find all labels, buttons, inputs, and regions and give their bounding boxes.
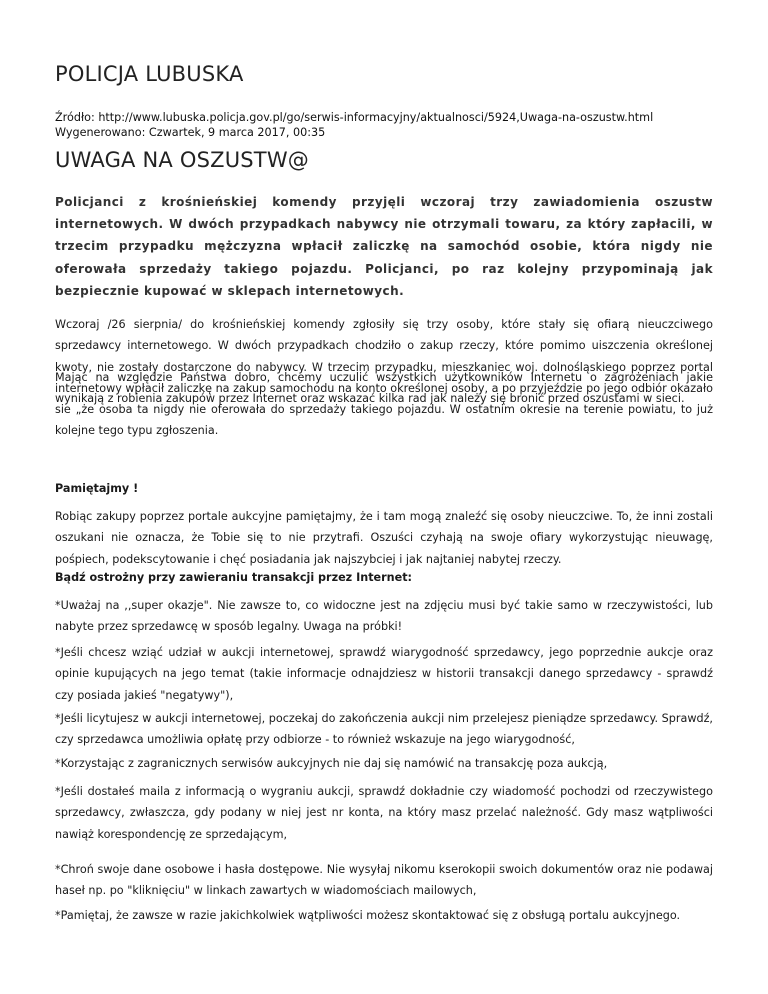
tip-wait-for-auction-end: *Jeśli licytujesz w aukcji internetowej, poczekaj do zakończenia aukcji nim przelejesz pieniądze sprzedawcy. Sprawdź, czy sprzedawca umożliwia opłatę przy odbiorze - to również wskazuje na jego wiarygodność,	[55, 712, 713, 747]
paragraph-incident: Wczoraj /26 sierpnia/ do krośnieńskiej komendy zgłosiły się trzy osoby, które stały się ofiarą nieuczciwego sprzedawcy internetowego. W dwóch przypadkach chodziło o zakup rzeczy, które pomimo uiszczenia określonej kwoty, nie zostały dostarczone do nabywcy. W trzecim przypadku, mieszkaniec woj. dolnośląskiego poprzez portal internetowy wpłacił zaliczkę na zakup samochodu na konto określonej osoby, a po przyjeździe po jego odbiór okazało sie „że osoba ta nigdy nie oferowała do sprzedaży takiego pojazdu. W ostatnim okresie na terenie powiatu, to już kolejne tego typu zgłoszenia.	[55, 318, 713, 438]
tip-check-seller: *Jeśli chcesz wziąć udział w aukcji internetowej, sprawdź wiarygodność sprzedawcy, jego poprzednie aukcje oraz opinie kupujących na jego temat (takie informacje odnajdziesz w historii transakcji danego sprzedawcy - sprawdź czy posiada jakieś "negatywy"),	[55, 646, 713, 702]
paragraph-warning-intro: Mając na względzie Państwa dobro, chcemy uczulić wszystkich użytkowników Internetu o zagrożeniach jakie wynikają z robienia zakupów przez Internet oraz wskazać kilka rad jak należy się bronić przed oszustami w sieci.	[55, 371, 713, 406]
article-lead: Policjanci z krośnieńskiej komendy przyjęli wczoraj trzy zawiadomienia oszustw internetowych. W dwóch przypadkach nabywcy nie otrzymali towaru, za który zapłacili, w trzecim przypadku mężczyzna wpłacił zaliczkę na samochód osobie, która nigdy nie oferowała sprzedaży takiego pojazdu. Policjanci, po raz kolejny przypominają jak bezpiecznie kupować w sklepach internetowych.	[55, 195, 713, 298]
article-title: UWAGA NA OSZUSTW@	[55, 148, 309, 172]
remember-heading: Pamiętajmy !	[55, 482, 139, 495]
generated-line: Wygenerowano: Czwartek, 9 marca 2017, 00:35	[55, 126, 326, 139]
tip-foreign-auctions: *Korzystając z zagranicznych serwisów aukcyjnych nie daj się namówić na transakcję poza aukcją,	[55, 757, 608, 770]
tip-contact-support: *Pamiętaj, że zawsze w razie jakichkolwiek wątpliwości możesz skontaktować się z obsługą portalu aukcyjnego.	[55, 909, 681, 922]
tip-super-deals: *Uważaj na ,,super okazje". Nie zawsze to, co widoczne jest na zdjęciu musi być takie samo w rzeczywistości, lub nabyte przez sprzedawcę w sposób legalny. Uwaga na próbki!	[55, 599, 713, 634]
site-title: POLICJA LUBUSKA	[55, 62, 244, 86]
careful-heading: Bądź ostrożny przy zawieraniu transakcji przez Internet:	[55, 571, 413, 584]
tip-protect-data: *Chroń swoje dane osobowe i hasła dostępowe. Nie wysyłaj nikomu kserokopii swoich dokumentów oraz nie podawaj haseł np. po "kliknięciu" w linkach zawartych w wiadomościach mailowych,	[55, 863, 713, 898]
paragraph-remember: Robiąc zakupy poprzez portale aukcyjne pamiętajmy, że i tam mogą znaleźć się osoby nieuczciwe. To, że inni zostali oszukani nie oznacza, że Tobie się to nie przytrafi. Oszuści czyhają na swoje ofiary wykorzystując nieuwagę, pośpiech, podekscytowanie i chęć posiadania jak najszybciej i jak najtaniej nabytej rzeczy.	[55, 510, 713, 566]
source-line: Źródło: http://www.lubuska.policja.gov.pl/go/serwis-informacyjny/aktualnosci/5924,Uwaga-na-oszustw.html	[55, 111, 654, 124]
document-meta	[55, 110, 653, 140]
tip-verify-email: *Jeśli dostałeś maila z informacją o wygraniu aukcji, sprawdź dokładnie czy wiadomość pochodzi od rzeczywistego sprzedawcy, zwłaszcza, gdy podany w niej jest nr konta, na który masz przelać należność. Gdy masz wątpliwości nawiąż korespondencję ze sprzedającym,	[55, 785, 713, 841]
